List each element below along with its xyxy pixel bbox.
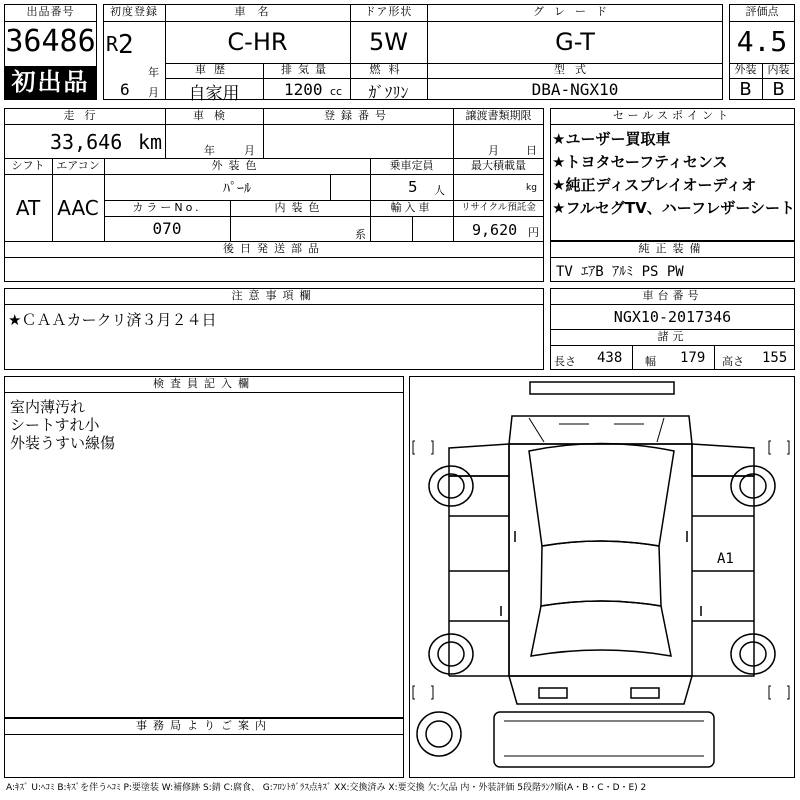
model-code: DBA-NGX10 bbox=[531, 80, 619, 99]
aircon: AAC bbox=[57, 196, 99, 220]
displacement: 1200 bbox=[284, 80, 323, 99]
first-listing-text: 初出品 bbox=[11, 68, 90, 96]
fuel-label: 燃料 bbox=[369, 63, 408, 76]
inspector-line-1: 室内薄汚れ bbox=[10, 398, 86, 416]
chassis-label: 車台番号 bbox=[642, 289, 703, 302]
ext-color: ﾊﾟｰﾙ bbox=[223, 181, 251, 197]
width: 179 bbox=[680, 350, 706, 366]
grade-label: グレード bbox=[533, 5, 617, 18]
transfer-day-unit: 日 bbox=[526, 144, 537, 157]
inspection-year-unit: 年 bbox=[204, 144, 215, 157]
transfer-label: 譲渡書類期限 bbox=[465, 109, 532, 122]
import-label: 輸入車 bbox=[390, 201, 433, 214]
capacity-unit: 人 bbox=[434, 184, 445, 197]
interior-grade: B bbox=[772, 79, 785, 100]
height-label: 高さ bbox=[722, 355, 744, 368]
ext-color-label: 外装色 bbox=[211, 159, 263, 172]
color-no-label: カラーNo. bbox=[132, 201, 202, 214]
door-label: ドア形状 bbox=[364, 5, 413, 18]
height: 155 bbox=[762, 350, 788, 366]
history-label: 車歴 bbox=[195, 63, 233, 76]
inspection-month-unit: 月 bbox=[244, 144, 255, 157]
color-no: 070 bbox=[152, 219, 182, 238]
legend: A:ｷｽﾞ U:ﾍｺﾐ B:ｷｽﾞを伴うﾍｺﾐ P:要塗装 W:補修跡 S:錆 C:腐食、 G:ﾌﾛﾝﾄｶﾞﾗｽ点ｷｽﾞ XX:交換済み X:要交換 欠:欠品 内・外装評価 5段階ﾗﾝｸ順(A・B・C・D・E) 2 bbox=[6, 783, 647, 793]
car-name-label: 車名 bbox=[234, 5, 281, 18]
shift: AT bbox=[15, 196, 41, 220]
damage-mark-a1: A1 bbox=[717, 551, 734, 567]
car-name: C-HR bbox=[227, 28, 288, 56]
era: R bbox=[106, 32, 119, 56]
load-label: 最大積載量 bbox=[471, 159, 526, 172]
capacity-label: 乗車定員 bbox=[389, 159, 434, 172]
dims-label: 諸元 bbox=[657, 330, 688, 343]
lot-number: 36486 bbox=[5, 24, 96, 59]
interior-label: 内装 bbox=[767, 63, 790, 76]
inspection-label: 車検 bbox=[193, 109, 235, 122]
score: 4.5 bbox=[736, 25, 788, 58]
lot-number-label: 出品番号 bbox=[26, 5, 75, 18]
length-label: 長さ bbox=[554, 355, 576, 368]
length: 438 bbox=[597, 350, 623, 366]
first-reg-label: 初度登録 bbox=[110, 5, 158, 18]
int-color-suffix: 系 bbox=[355, 228, 366, 241]
exterior-label: 外装 bbox=[734, 63, 757, 76]
car-diagram bbox=[409, 376, 795, 778]
office-label: 事務局よりご案内 bbox=[136, 719, 272, 732]
int-color-label: 内装色 bbox=[274, 201, 326, 214]
chassis-value: NGX10-2017346 bbox=[613, 308, 732, 326]
history: 自家用 bbox=[188, 84, 240, 104]
equipment-label: 純正装備 bbox=[638, 242, 707, 255]
sales-point-4: ★フルセグTV、ハーフレザーシート bbox=[552, 199, 796, 217]
sales-point-3: ★純正ディスプレイオーディオ bbox=[552, 176, 757, 194]
inspector-label: 検査員記入欄 bbox=[153, 377, 255, 390]
notes-label: 注意事項欄 bbox=[231, 289, 317, 302]
aircon-label: エアコン bbox=[56, 159, 100, 172]
equipment-value: TV ｴｱB ｱﾙﾐ PS PW bbox=[556, 264, 684, 280]
year: 2 bbox=[118, 30, 134, 60]
mileage: 33,646 bbox=[50, 130, 123, 154]
inspector-line-3: 外装うすい線傷 bbox=[10, 434, 116, 452]
later-parts-label: 後日発送部品 bbox=[223, 242, 325, 255]
sales-point-1: ★ユーザー買取車 bbox=[552, 130, 671, 148]
fuel: ｶﾞｿﾘﾝ bbox=[368, 83, 409, 102]
width-label: 幅 bbox=[645, 355, 656, 368]
sales-point-2: ★トヨタセーフティセンス bbox=[552, 153, 728, 171]
capacity: 5 bbox=[408, 178, 418, 196]
exterior-grade: B bbox=[739, 79, 752, 100]
month-unit: 月 bbox=[148, 86, 159, 99]
door: 5W bbox=[369, 28, 408, 56]
recycle-label: リサイクル預託金 bbox=[461, 202, 536, 213]
recycle-unit: 円 bbox=[528, 226, 539, 239]
year-unit: 年 bbox=[148, 66, 159, 79]
displacement-unit: cc bbox=[330, 85, 343, 98]
sales-points-label: セールスポイント bbox=[612, 109, 732, 122]
mileage-unit: km bbox=[138, 130, 163, 154]
recycle: 9,620 bbox=[472, 221, 518, 239]
mileage-label: 走行 bbox=[63, 109, 106, 122]
notes-text: ★ＣＡＡカークリ済３月２４日 bbox=[8, 311, 217, 329]
displacement-label: 排気量 bbox=[281, 63, 332, 76]
model-code-label: 型式 bbox=[554, 63, 596, 76]
plate-label: 登録番号 bbox=[324, 109, 392, 122]
transfer-month-unit: 月 bbox=[488, 144, 499, 157]
month: 6 bbox=[120, 80, 130, 99]
shift-label: シフト bbox=[11, 159, 45, 172]
grade: G-T bbox=[555, 28, 595, 56]
inspector-line-2: シートすれ小 bbox=[10, 416, 100, 434]
score-label: 評価点 bbox=[745, 5, 779, 18]
load-unit: kg bbox=[526, 183, 537, 193]
